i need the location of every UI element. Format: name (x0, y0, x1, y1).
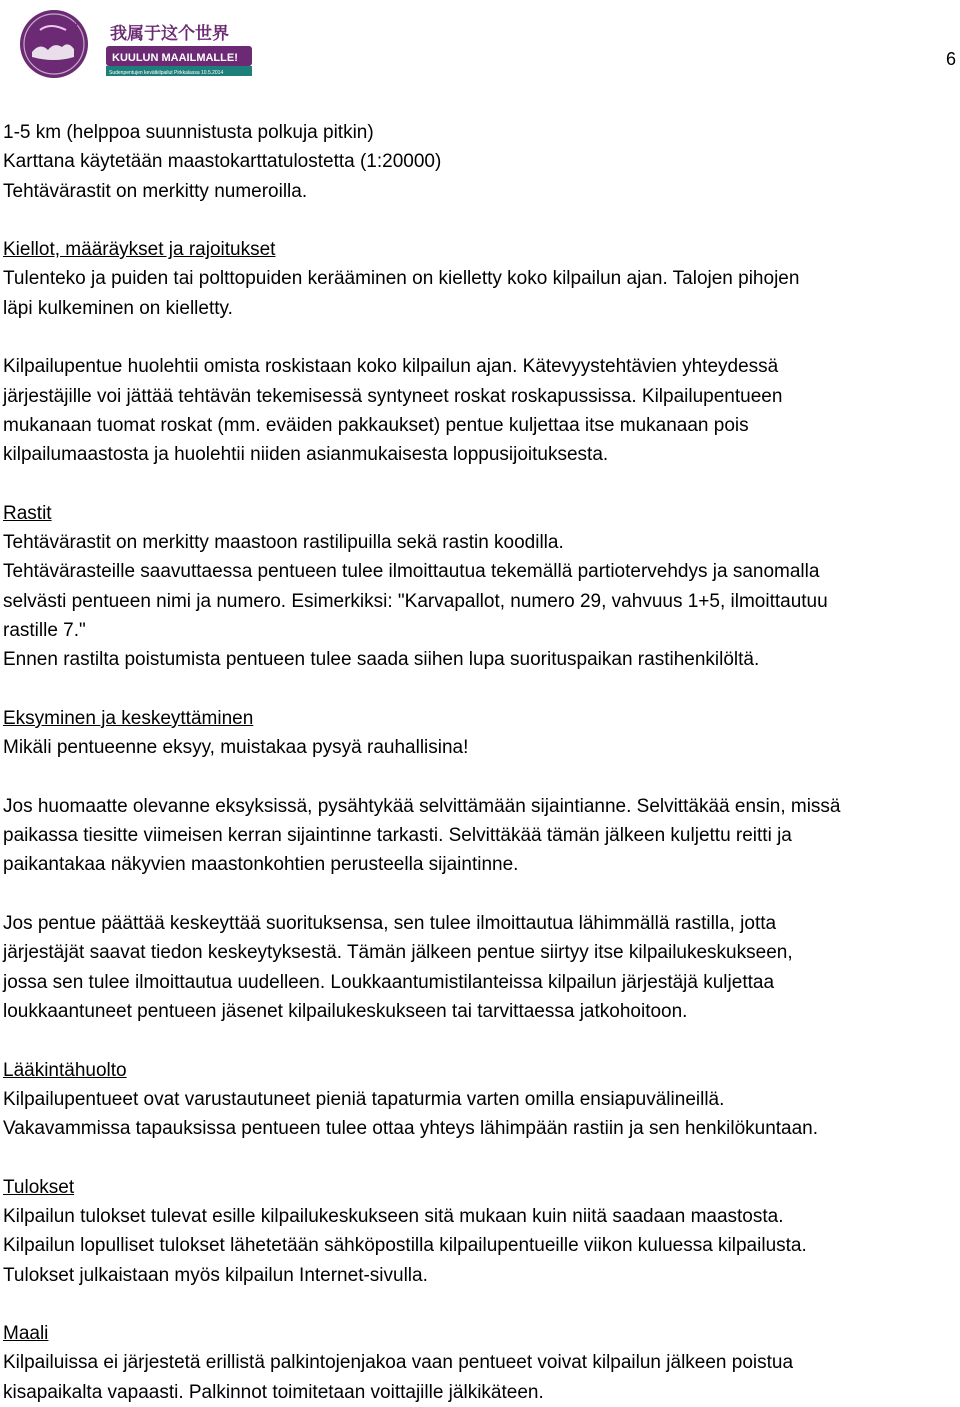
text-line: 1-5 km (helppoa suunnistusta polkuja pitkin) (3, 122, 374, 143)
section-l-kint-huolto (3, 1056, 955, 1144)
text-line: Mikäli pentueenne eksyy, muistakaa pysyä rauhallisina! (3, 737, 469, 759)
text-line: järjestäjille voi jättää tehtävän tekemisessä syntyneet roskat roskapussissa. Kilpailupentueen (3, 385, 783, 407)
text-line: Tulokset julkaistaan myös kilpailun Internet-sivulla. (3, 1264, 428, 1286)
section-rastit (3, 499, 955, 675)
text-line: Kilpailupentue huolehtii omista roskistaan koko kilpailun ajan. Kätevyystehtävien yhteydessä (3, 356, 779, 378)
text-line: Jos huomaatte olevanne eksyksissä, pysähtykää selvittämään sijaintianne. Selvittäkää ensin, missä (3, 795, 841, 817)
event-logo (18, 8, 254, 80)
text-line: Tulenteko ja puiden tai polttopuiden kerääminen on kielletty koko kilpailun ajan. Talojen pihojen (3, 268, 800, 290)
text-line: kisapaikalta vapaasti. Palkinnot toimitetaan voittajille jälkikäteen. (3, 1381, 544, 1403)
text-line: kilpailumaastosta ja huolehtii niiden asianmukaisesta loppusijoituksesta. (3, 444, 609, 466)
text-line: loukkaantuneet pentueen jäsenet kilpailukeskukseen tai tarvittaessa jatkohoitoon. (3, 1000, 688, 1022)
text-line: Tehtävärastit on merkitty maastoon rastilipuilla sekä rastin koodilla. (3, 532, 564, 554)
section-eksyminen-ja-keskeytt-minen (3, 704, 955, 763)
page-header (0, 0, 960, 90)
section-heading: Tulokset (3, 1176, 75, 1198)
svg-text:Sudenpentujen kevätkilpailut P: Sudenpentujen kevätkilpailut Pirkkalassa 10.5.2014 (109, 70, 224, 76)
text-line: Ennen rastilta poistumista pentueen tulee saada siihen lupa suorituspaikan rastihenkilöltä. (3, 649, 760, 671)
text-line: rastille 7." (3, 620, 86, 642)
text-line: Tehtävärastit on merkitty numeroilla. (3, 180, 308, 202)
section-heading: Lääkintähuolto (3, 1059, 127, 1081)
text-line: jossa sen tulee ilmoittautua uudelleen. Loukkaantumistilanteissa kilpailun järjestäjä kuljettaa (3, 971, 775, 993)
text-line: Kilpailupentueet ovat varustautuneet pieniä tapaturmia varten omilla ensiapuvälineillä. (3, 1088, 725, 1110)
text-line: Karttana käytetään maastokarttatulostetta (1:20000) (3, 151, 442, 173)
text-line: Tehtävärasteille saavuttaessa pentueen tulee ilmoittautua tekemällä partiotervehdys ja sanomalla (3, 561, 820, 583)
section-tulokset (3, 1173, 955, 1290)
text-line: järjestäjät saavat tiedon keskeytyksestä. Tämän jälkeen pentue siirtyy itse kilpailukeskukseen, (3, 942, 793, 964)
paragraph (3, 909, 955, 1026)
svg-text:2014: 2014 (58, 19, 79, 28)
text-line: mukanaan tuomat roskat (mm. eväiden pakkaukset) pentue kuljettaa itse mukanaan pois (3, 414, 749, 436)
text-line: paikantakaa näkyvien maastonkohtien perusteella sijaintinne. (3, 854, 519, 876)
text-line: Vakavammissa tapauksissa pentueen tulee ottaa yhteys lähimpään rastiin ja sen henkilökuntaan. (3, 1118, 819, 1140)
section-heading: Maali (3, 1323, 49, 1345)
svg-text:我属于这个世界: 我属于这个世界 (110, 24, 229, 44)
paragraph (3, 118, 955, 206)
text-line: Kilpailun tulokset tulevat esille kilpailukeskukseen sitä mukaan kuin niitä saadaan maastosta. (3, 1205, 784, 1227)
paragraph (3, 352, 955, 469)
paragraph (3, 792, 955, 880)
text-line: paikassa tiesitte viimeisen kerran sijaintinne tarkasti. Selvittäkää tämän jälkeen kuljettu reitti ja (3, 825, 792, 847)
section-heading: Kiellot, määräykset ja rajoitukset (3, 239, 276, 261)
svg-text:KUULUN MAAILMALLE!: KUULUN MAAILMALLE! (112, 52, 238, 64)
page-number: 6 (945, 49, 956, 69)
document-body (3, 118, 955, 1407)
section-kiellot-m-r-ykset-ja-rajoitukset (3, 235, 955, 323)
text-line: läpi kulkeminen on kielletty. (3, 297, 233, 319)
text-line: Kilpailun lopulliset tulokset lähetetään sähköpostilla kilpailupentueille viikon kuluessa kilpailusta. (3, 1235, 807, 1257)
text-line: Jos pentue päättää keskeyttää suorituksensa, sen tulee ilmoittautua lähimmällä rastilla, jotta (3, 913, 777, 935)
text-line: selvästi pentueen nimi ja numero. Esimerkiksi: "Karvapallot, numero 29, vahvuus 1+5, ilmoittautuu (3, 590, 828, 612)
section-heading: Rastit (3, 502, 52, 524)
text-line: Kilpailuissa ei järjestetä erillistä palkintojenjakoa vaan pentueet voivat kilpailun jälkeen poistua (3, 1352, 794, 1374)
section-heading: Eksyminen ja keskeyttäminen (3, 707, 254, 729)
